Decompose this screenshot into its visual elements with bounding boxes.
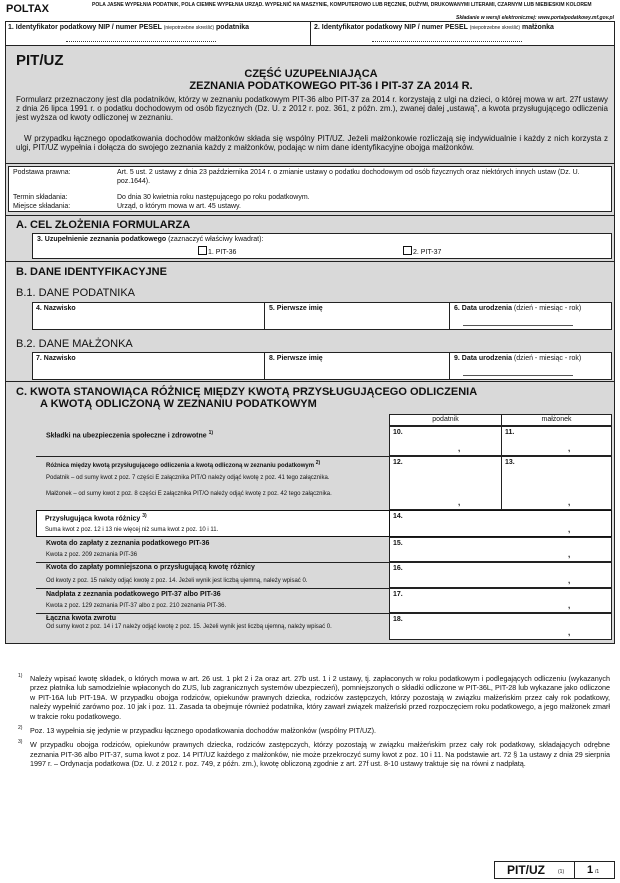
row-entitled-difference-note: Suma kwot z poz. 12 i 13 nie więcej niż suma kwot z poz. 10 i 11.	[45, 527, 219, 533]
field-17[interactable]: 17. ,	[389, 588, 612, 613]
taxpayer-birthdate-field[interactable]	[451, 303, 611, 329]
title-block	[5, 46, 615, 164]
form-description: Formularz przeznaczony jest dla podatników, którzy w zeznaniu podatkowym PIT-36 albo PIT-37 za 2014 r. korzystają z ulgi na dzieci, o której mowa w art. 27f ustawy z dnia 26 lipca 1991 r. o podatku dochodowym od osób fizycznych (Dz. U. z 2012 r. poz. 361, z późn. zm.), zwanej dalej „ustawą”, a kwota przysługującego odliczenia jest wyższa od kwoty odliczonej w zeznaniu.	[16, 95, 608, 123]
page-footer	[494, 861, 615, 879]
footnote-ref-3: 3)	[142, 513, 147, 519]
legal-basis-label: Podstawa prawna:	[13, 169, 71, 176]
taxpayer-nip-suffix: podatnika	[216, 24, 250, 31]
row-entitled-difference-label: Przysługująca kwota różnicy	[45, 515, 141, 523]
option-pit37-label: 2. PIT-37	[413, 249, 442, 256]
spouse-birthdate-line	[463, 370, 573, 376]
field3-box	[32, 233, 612, 259]
field-15[interactable]: 15. ,	[389, 537, 612, 562]
footnote-ref-1: 1)	[208, 430, 214, 436]
row-difference-label: Różnica między kwotą przysługującego odliczenia a kwotą odliczoną w zeznaniu podatkowym $^{2)}$	[46, 460, 321, 469]
row-overpayment-label: Nadpłata z zeznania podatkowego PIT-37 albo PIT-36	[46, 591, 221, 598]
footnote-ref-2: 2)	[315, 460, 321, 466]
footnote-3: 3) W przypadku obojga rodziców, opiekunów prawnych dziecka, rodziców zastępczych, którzy pozostają w związku małżeńskim przez cały rok podatkowy, składających odrębne zeznania PIT-36 albo PIT-37, suma kwot z poz. 14 PIT/UZ każdego z małżonków, nie może przekroczyć sumy kwot z poz. 10 i 11. Na podstawie art. 72 § 1a ustawy z dnia 29 sierpnia 1997 r. – Ordynacja podatkowa (Dz. U. z 2012 r. poz. 749, z późn. zm.), kwotę obliczoną zgodnie z art. 27f ust. 8-10 ustawy traktuje się na równi z nadpłatą.	[18, 739, 610, 769]
row-total-refund-note: Od sumy kwot z poz. 14 i 17 należy odjąć kwotę z poz. 15. Jeżeli wynik jest liczbą ujemną, należy wpisać 0.	[46, 624, 332, 630]
section-c	[5, 382, 615, 644]
row-reduced-payment-label: Kwota do zapłaty pomniejszona o przysługującą kwotę różnicy	[46, 564, 255, 571]
row-overpayment-note: Kwota z poz. 129 zeznania PIT-37 albo z poz. 210 zeznania PIT-36.	[46, 603, 227, 609]
spouse-surname-label: 7. Nazwisko	[36, 355, 76, 362]
poltax-label: POLTAX	[6, 3, 49, 15]
footnotes	[18, 674, 610, 769]
footer-form-code: PIT/UZ	[507, 863, 545, 877]
checkbox-icon[interactable]	[198, 246, 207, 255]
field3-note: (zaznaczyć właściwy kwadrat):	[168, 236, 264, 243]
header-instructions: POLA JASNE WYPEŁNIA PODATNIK, POLA CIEMNE WYPEŁNIA URZĄD. WYPEŁNIĆ NA MASZYNIE, KOMPUTEROWO LUB RĘCZNIE, DUŻYMI, DRUKOWANYMI LITERAMI, CZARNYM LUB NIEBIESKIM KOLOREM	[92, 2, 592, 8]
field-18[interactable]: 18. ,	[389, 613, 612, 640]
spouse-nip-label: 2. Identyfikator podatkowy NIP / numer PESEL	[314, 24, 468, 31]
field-12[interactable]: 12. ,	[389, 456, 502, 510]
option-pit36-label: 1. PIT-36	[208, 249, 237, 256]
taxpayer-firstname-label: 5. Pierwsze imię	[269, 305, 323, 312]
taxpayer-surname-field[interactable]	[33, 303, 265, 329]
field-11[interactable]: 11. ,	[501, 426, 612, 456]
taxpayer-nip-note: (niepotrzebne skreślić)	[163, 25, 215, 31]
nip-row	[5, 21, 615, 46]
section-a-title: A. CEL ZŁOŻENIA FORMULARZA	[16, 219, 191, 231]
spouse-firstname-label: 8. Pierwsze imię	[269, 355, 323, 362]
place-text: Urząd, o którym mowa w art. 45 ustawy.	[117, 203, 241, 210]
taxpayer-surname-label: 4. Nazwisko	[36, 305, 76, 312]
field-16[interactable]: 16. ,	[389, 562, 612, 588]
field3-label: 3. Uzupełnienie zeznania podatkowego	[37, 236, 167, 243]
form-code: PIT/UZ	[16, 52, 64, 69]
section-b-title: B. DANE IDENTYFIKACYJNE	[16, 266, 167, 278]
field-14[interactable]: 14. ,	[389, 510, 612, 537]
spouse-nip-suffix: małżonka	[522, 24, 554, 31]
field-13[interactable]: 13. ,	[501, 456, 612, 510]
taxpayer-data-row	[32, 302, 612, 330]
form-description-spouses: W przypadku łącznego opodatkowania dochodów małżonków składa się wspólny PIT/UZ. Jeżeli małżonkowie rozliczają się indywidualnie i każdy z nich korzysta z ulgi, PIT/UZ wypełnia i dołącza do swojego zeznania każdy z małżonków, podając w nim dane identyfikacyjne obojga małżonków.	[16, 134, 608, 153]
spouse-nip-note: (niepotrzebne skreślić)	[469, 25, 521, 31]
taxpayer-birthdate-line	[463, 320, 573, 326]
spouse-nip-field[interactable]	[312, 22, 614, 45]
spouse-firstname-field[interactable]	[266, 353, 450, 379]
section-b2-title: B.2. DANE MAŁŻONKA	[16, 338, 133, 350]
row-pit36-payment-note: Kwota z poz. 209 zeznania PIT-36	[46, 552, 138, 558]
col-taxpayer-header: podatnik	[389, 414, 502, 426]
option-pit37[interactable]	[403, 246, 441, 256]
footer-version: (1)	[558, 869, 565, 875]
footnote-2: 2) Poz. 13 wypełnia się jedynie w przypadku łącznego opodatkowania dochodów małżonków (wspólny PIT/UZ).	[18, 725, 376, 736]
taxpayer-birthdate-label: 6. Data urodzenia	[454, 305, 512, 312]
row-pit36-payment-label: Kwota do zapłaty z zeznania podatkowego PIT-36	[46, 540, 210, 547]
deadline-text: Do dnia 30 kwietnia roku następującego po roku podatkowym.	[117, 194, 310, 201]
row-difference-spouse-note: Małżonek – od sumy kwot z poz. 8 części E załącznika PIT/O należy odjąć kwotę z poz. 42 tego załącznika.	[46, 491, 332, 497]
form-title-line1: CZĘŚĆ UZUPEŁNIAJĄCA	[244, 68, 378, 80]
footer-page-total: /1	[595, 869, 600, 875]
row-contributions-label: Składki na ubezpieczenia społeczne i zdrowotne $^{1)}$	[46, 430, 214, 440]
spouse-birthdate-note: (dzień - miesiąc - rok)	[513, 355, 582, 362]
section-b	[5, 262, 615, 382]
section-b1-title: B.1. DANE PODATNIKA	[16, 287, 135, 299]
electronic-filing-note: Składanie w wersji elektronicznej: www.portalpodatkowy.mf.gov.pl	[456, 15, 614, 21]
section-a	[5, 216, 615, 262]
field-10[interactable]: 10. ,	[389, 426, 502, 456]
spouse-birthdate-field[interactable]	[451, 353, 611, 379]
spouse-nip-line	[372, 41, 522, 42]
spouse-surname-field[interactable]	[33, 353, 265, 379]
section-c-title-line2: A KWOTĄ ODLICZONĄ W ZEZNANIU PODATKOWYM	[40, 398, 317, 410]
legal-basis-text: Art. 5 ust. 2 ustawy z dnia 23 października 2014 r. o zmianie ustawy o podatku dochodowym od osób fizycznych oraz niektórych innych ustaw (Dz. U. poz.1644).	[117, 169, 580, 185]
footer-page-number: 1	[587, 864, 594, 876]
row-entitled-difference	[36, 510, 390, 537]
row-reduced-payment-note: Od kwoty z poz. 15 należy odjąć kwotę z poz. 14. Jeżeli wynik jest liczbą ujemną, należy wpisać 0.	[46, 578, 308, 584]
footnote-1: 1) Należy wpisać kwotę składek, o których mowa w art. 26 ust. 1 pkt 2 i 2a oraz art. 27b ust. 1 i 2 ustawy, tj. zapłaconych w roku podatkowym i podlegających odliczeniu (wykazanych przez płatnika lub samodzielnie wpłaconych do ZUS, lub zagranicznych systemów ubezpieczeń), pomniejszonych o składki odliczone w PIT-36L, PIT-28 lub wykazane jako odliczone w PIT-16A lub PIT-19A. W przypadku obojga rodziców, opiekunów prawnych dziecka, rodziców zastępczych, którzy pozostają w związku małżeńskim przez cały rok podatkowy, należy wypełnić zarówno poz. 10 jak i poz. 11. Zasada ta obejmuje również podatnika, który zawarł związek małżeński przed rozpoczęciem roku podatkowego, a jego małżonek zmarł w trakcie roku podatkowego.	[18, 673, 610, 721]
row-difference-taxpayer-note: Podatnik – od sumy kwot z poz. 7 części E załącznika PIT/O należy odjąć kwotę z poz. 41 tego załącznika.	[46, 475, 330, 481]
taxpayer-birthdate-note: (dzień - miesiąc - rok)	[513, 305, 582, 312]
taxpayer-nip-label: 1. Identyfikator podatkowy NIP / numer PESEL	[8, 24, 162, 31]
checkbox-icon[interactable]	[403, 246, 412, 255]
place-label: Miejsce składania:	[13, 203, 71, 210]
spouse-birthdate-label: 9. Data urodzenia	[454, 355, 512, 362]
spouse-data-row	[32, 352, 612, 380]
taxpayer-nip-field[interactable]	[6, 22, 311, 45]
taxpayer-firstname-field[interactable]	[266, 303, 450, 329]
taxpayer-nip-line	[66, 41, 216, 42]
form-title-line2: ZEZNANIA PODATKOWEGO PIT-36 I PIT-37 ZA 2014 R.	[189, 80, 473, 92]
row-total-refund-label: Łączna kwota zwrotu	[46, 615, 117, 622]
deadline-label: Termin składania:	[13, 194, 68, 201]
legal-basis-block	[5, 164, 615, 216]
option-pit36[interactable]	[198, 246, 236, 256]
col-spouse-header: małżonek	[501, 414, 612, 426]
section-c-title-line1: C. KWOTA STANOWIĄCA RÓŻNICĘ MIĘDZY KWOTĄ PRZYSŁUGUJĄCEGO ODLICZENIA	[16, 386, 478, 398]
